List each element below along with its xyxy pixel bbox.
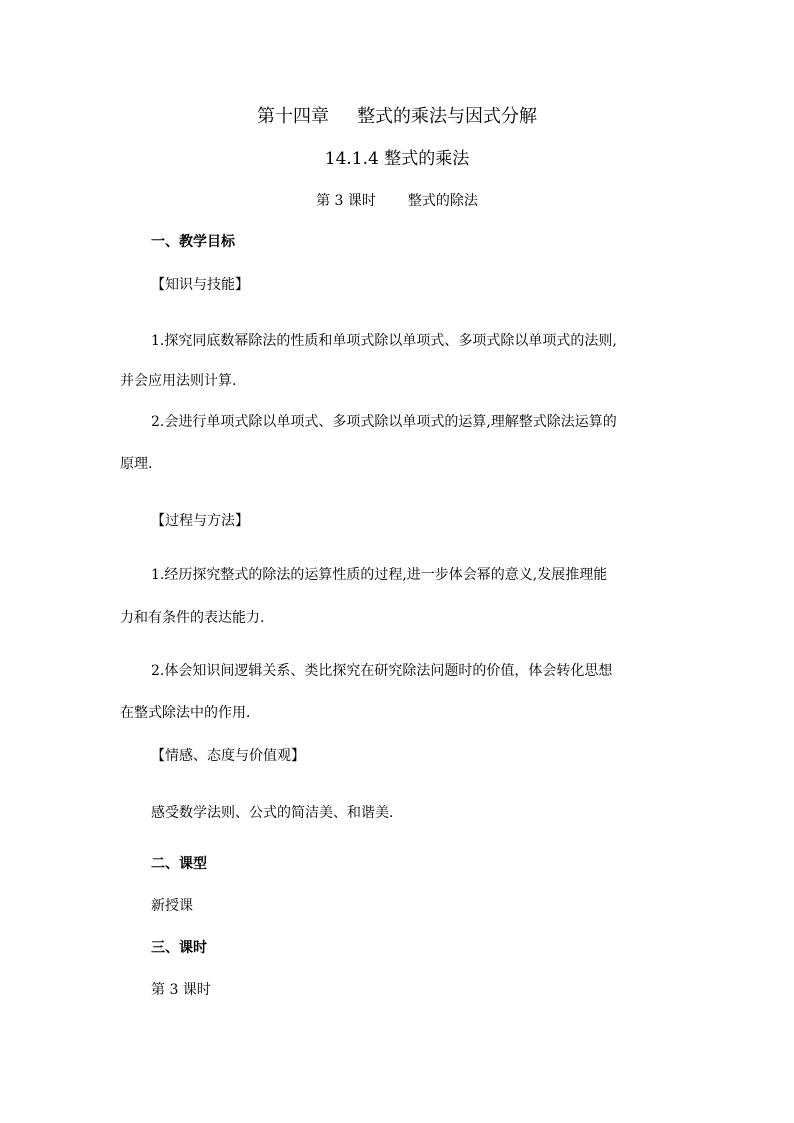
process-item-2-line-1: 2.体会知识间逻辑关系、类比探究在研究除法问题时的价值，体会转化思想 [151, 663, 613, 679]
chapter-title [0, 108, 794, 126]
emotion-heading: 【情感、态度与价值观】 [151, 748, 305, 764]
section-title: 14.1.4 整式的乘法 [324, 149, 470, 169]
process-item-1-line-2: 力和有条件的表达能力. [120, 610, 265, 626]
goals-heading: 一、教学目标 [151, 234, 235, 250]
lesson-type-value: 新授课 [151, 898, 193, 914]
knowledge-item-2-line-2: 原理. [120, 456, 153, 472]
lesson-type-heading: 二、课型 [151, 856, 207, 872]
periods-heading: 三、课时 [151, 940, 207, 956]
lesson-title [0, 194, 794, 208]
process-heading: 【过程与方法】 [151, 513, 249, 529]
process-item-1-line-1: 1.经历探究整式的除法的运算性质的过程,进一步体会幂的意义,发展推理能 [151, 567, 608, 583]
lesson-number: 第 3 课时 [316, 193, 376, 209]
knowledge-item-2-line-1: 2.会进行单项式除以单项式、多项式除以单项式的运算,理解整式除法运算的 [151, 414, 617, 430]
chapter-number: 第十四章 [257, 106, 329, 127]
knowledge-item-1-line-2: 并会应用法则计算. [120, 373, 237, 389]
chapter-name: 整式的乘法与因式分解 [357, 106, 537, 127]
lesson-name: 整式的除法 [407, 193, 478, 209]
periods-value: 第 3 课时 [151, 982, 211, 998]
knowledge-item-1-line-1: 1.探究同底数幂除法的性质和单项式除以单项式、多项式除以单项式的法则, [151, 333, 617, 349]
process-item-2-line-2: 在整式除法中的作用. [120, 705, 251, 721]
knowledge-heading: 【知识与技能】 [151, 277, 249, 293]
emotion-text: 感受数学法则、公式的简洁美、和谐美. [151, 805, 394, 821]
